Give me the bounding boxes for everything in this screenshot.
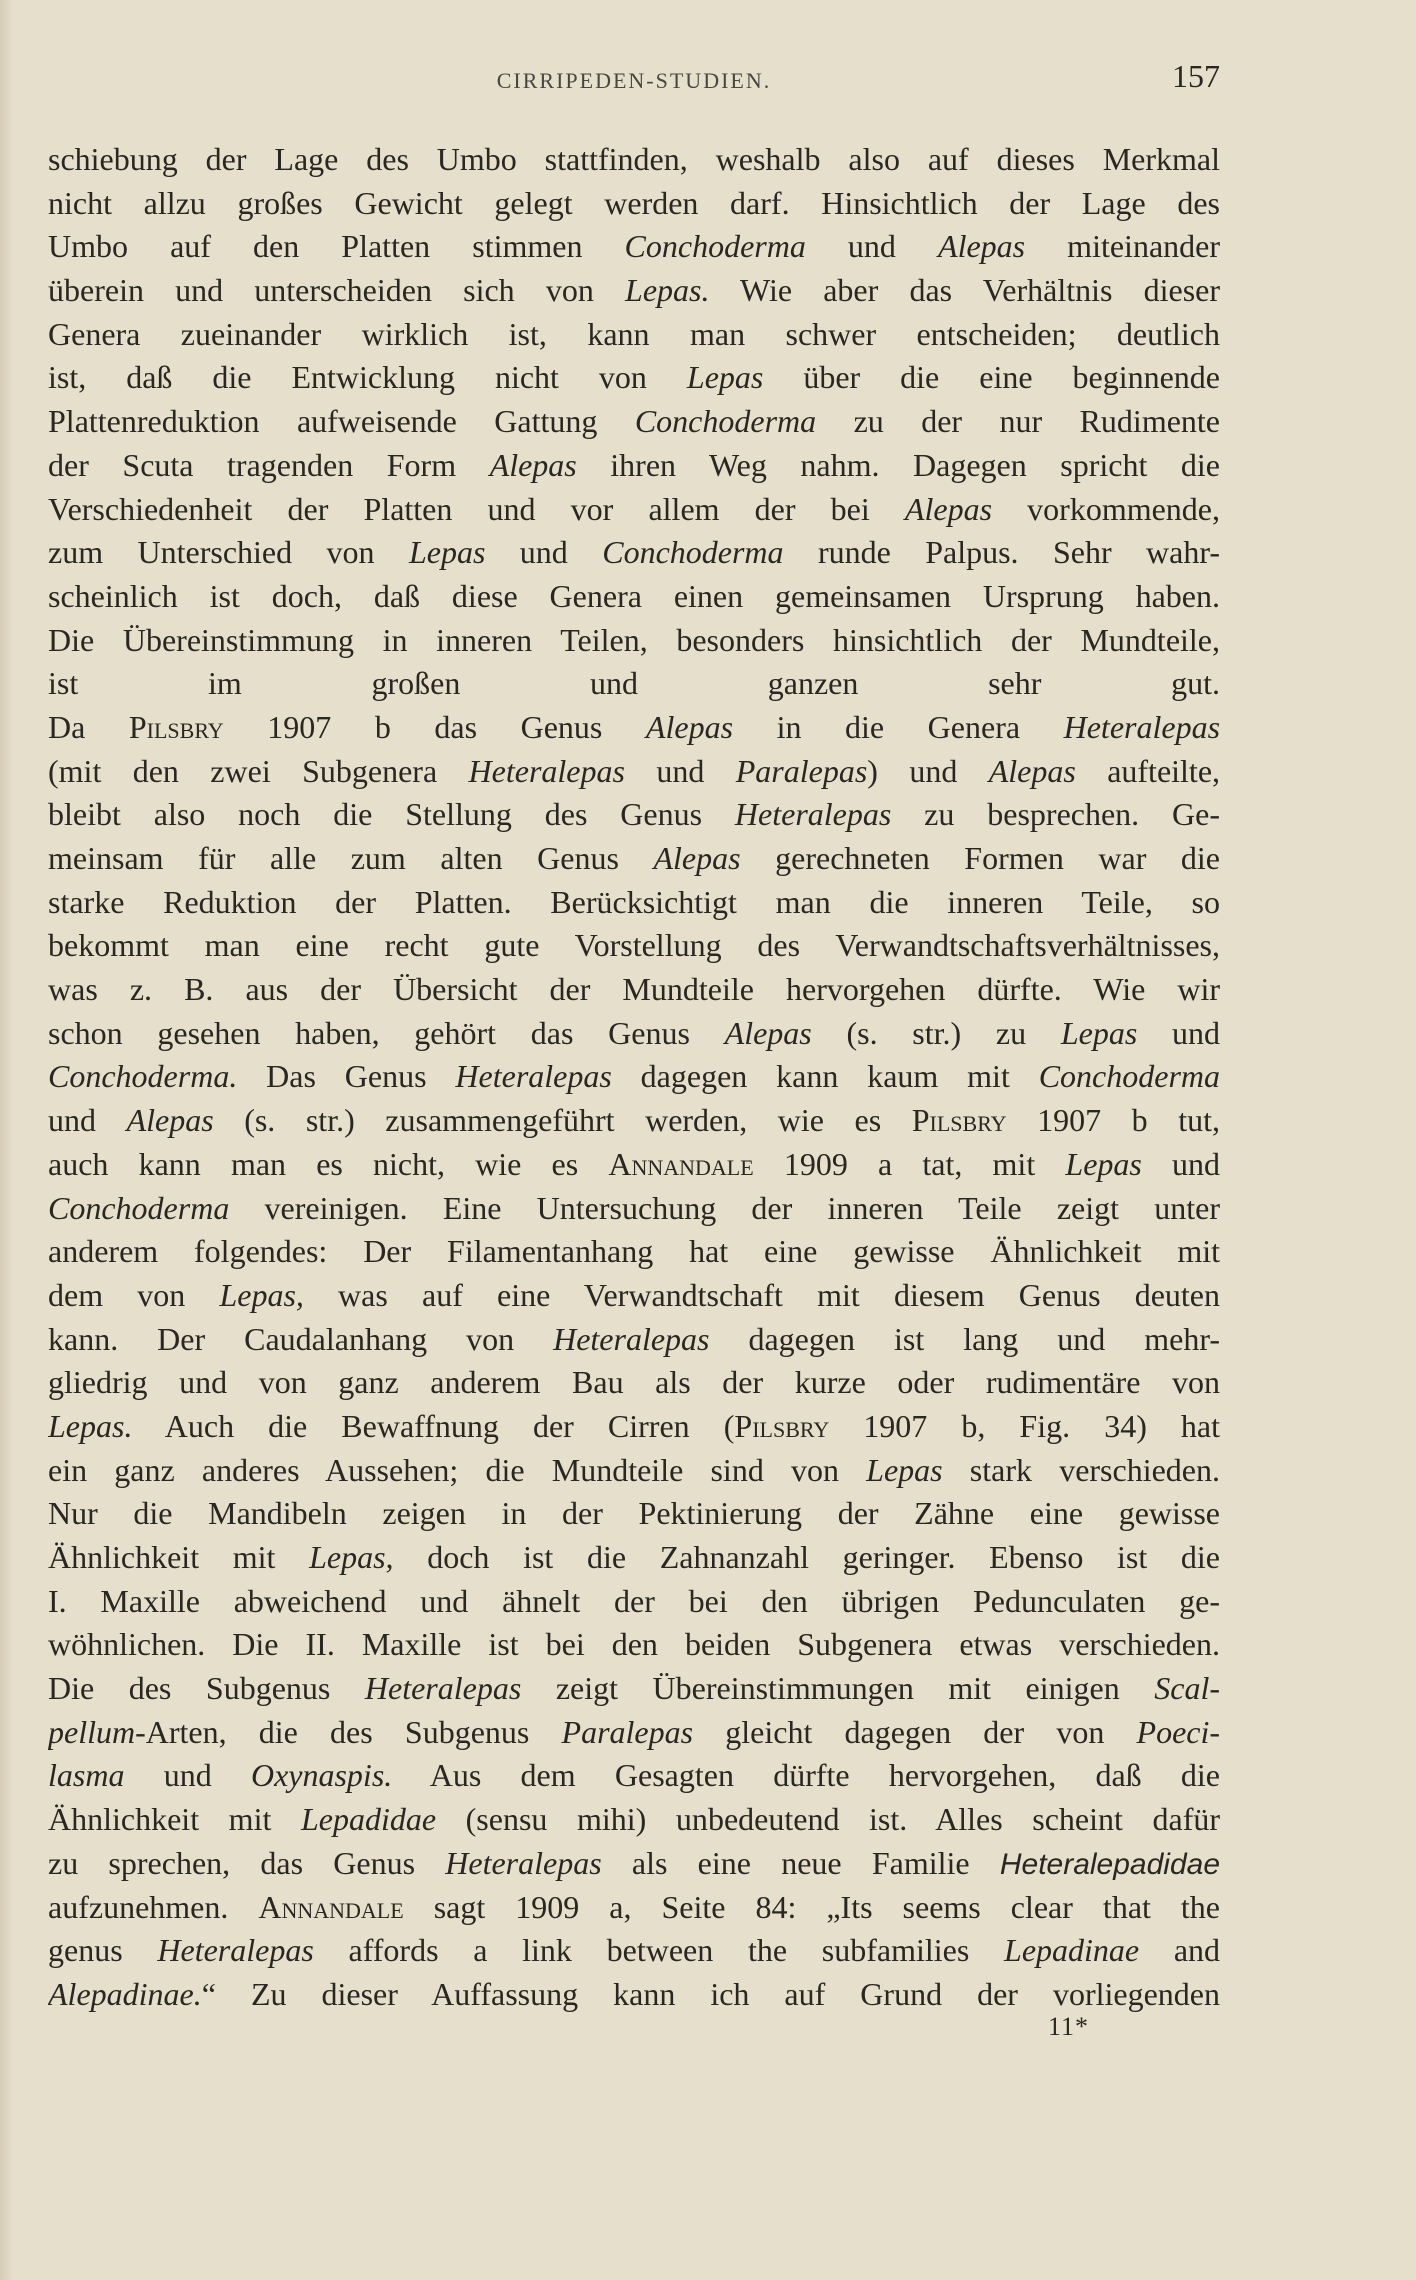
italic-term: lasma xyxy=(48,1757,125,1794)
text-run: und xyxy=(48,1102,127,1139)
italic-term: Lepadidae xyxy=(300,1801,437,1838)
text-run: and xyxy=(1139,1932,1220,1969)
page-edge-shadow xyxy=(0,0,14,2280)
text-run: Ähnlichkeit mit xyxy=(48,1801,301,1838)
text-line xyxy=(48,1449,1220,1493)
italic-term: Paralepas xyxy=(735,752,868,789)
text-run: zu besprechen. Ge- xyxy=(891,796,1220,833)
italic-term: Alepas xyxy=(988,752,1076,789)
text-run: bekommt man eine recht gute Vorstellung des Verwandtschaftsverhältnisses, xyxy=(48,927,1220,964)
text-run: Ähnlichkeit mit xyxy=(48,1539,310,1575)
text-line xyxy=(48,1099,1220,1143)
text-run: sagt 1909 a, Seite 84: „Its seems clear that the xyxy=(403,1888,1220,1925)
text-run: aufteilte, xyxy=(1075,752,1220,789)
text-run: ist, daß die Entwicklung nicht von xyxy=(48,359,687,396)
text-line xyxy=(48,1230,1220,1274)
running-title: CIRRIPEDEN-STUDIEN. xyxy=(496,68,772,93)
text-run: anderem folgendes: Der Filamentanhang hat eine gewisse Ähnlichkeit mit xyxy=(48,1233,1220,1270)
italic-term: Lepas, xyxy=(219,1276,304,1313)
text-run: 1909 a tat, mit xyxy=(753,1145,1066,1182)
text-run: vorkommende, xyxy=(992,490,1220,527)
author-name: Pilsbry xyxy=(734,1407,830,1444)
text-line xyxy=(48,1667,1220,1711)
body-text xyxy=(48,138,1220,2017)
page-number: 157 xyxy=(1172,58,1220,94)
text-run: Die des Subgenus xyxy=(48,1670,365,1707)
text-line xyxy=(48,1842,1220,1886)
text-run: Wie aber das Verhältnis dieser xyxy=(709,272,1220,309)
text-line xyxy=(48,1143,1220,1187)
text-run: Auch die Bewaffnung der Cirren ( xyxy=(132,1407,735,1444)
text-run: und xyxy=(485,534,603,571)
text-line xyxy=(48,1798,1220,1842)
text-run: als eine neue Familie xyxy=(601,1844,1000,1881)
italic-term: Lepas. xyxy=(625,272,710,309)
italic-term: Heteralepas xyxy=(157,1932,314,1969)
text-line xyxy=(48,1012,1220,1056)
text-line xyxy=(48,1580,1220,1624)
text-line xyxy=(48,1405,1220,1449)
text-run: gliedrig und von ganz anderem Bau als der kurze oder rudimentäre von xyxy=(48,1364,1220,1401)
text-line xyxy=(48,1274,1220,1318)
text-run: gerechneten Formen war die xyxy=(740,840,1220,876)
text-line xyxy=(48,1623,1220,1667)
italic-term: Alepas xyxy=(126,1102,214,1139)
italic-term: Lepadinae xyxy=(1004,1932,1140,1969)
text-run: Da xyxy=(48,708,129,745)
italic-term: Conchoderma xyxy=(624,228,806,265)
text-run: ist im großen und ganzen sehr gut. xyxy=(48,665,1220,702)
text-run: dagegen ist lang und mehr- xyxy=(709,1320,1220,1357)
author-name: Annandale xyxy=(258,1888,404,1925)
text-run: 1907 b, Fig. 34) hat xyxy=(829,1407,1220,1444)
text-line xyxy=(48,1973,1220,2017)
text-line xyxy=(48,444,1220,488)
text-line xyxy=(48,793,1220,837)
text-line xyxy=(48,619,1220,663)
italic-term: Conchoderma. xyxy=(48,1058,238,1095)
text-run: zum Unterschied von xyxy=(48,534,409,571)
text-run: und xyxy=(805,228,939,265)
italic-term: Heteralepas xyxy=(445,1844,602,1881)
text-run: I. Maxille abweichend und ähnelt der bei den übrigen Pedunculaten ge- xyxy=(48,1582,1220,1619)
text-run: nicht allzu großes Gewicht gelegt werden darf. Hinsichtlich der Lage des xyxy=(48,184,1220,221)
text-run: vereinigen. Eine Untersuchung der inneren Teile zeigt unter xyxy=(229,1189,1220,1226)
text-run: und xyxy=(1137,1014,1220,1051)
text-run: miteinander xyxy=(1025,228,1220,265)
text-run: und xyxy=(124,1757,251,1794)
text-line xyxy=(48,662,1220,706)
text-run: Verschiedenheit der Platten und vor allem der bei xyxy=(48,490,905,527)
text-line xyxy=(48,400,1220,444)
italic-term: Conchoderma xyxy=(48,1189,230,1226)
italic-term: Heteralepas xyxy=(455,1058,612,1095)
text-run: auch kann man es nicht, wie es xyxy=(48,1145,609,1182)
text-run: und xyxy=(624,752,736,789)
italic-term: Heteralepas xyxy=(734,796,892,833)
text-run: zeigt Übereinstimmungen mit einigen xyxy=(521,1670,1155,1707)
text-run: ) und xyxy=(867,752,989,789)
text-line xyxy=(48,1187,1220,1231)
text-run: in die Genera xyxy=(733,708,1064,745)
text-line xyxy=(48,488,1220,532)
italic-term: Alepas xyxy=(489,446,577,483)
text-run: Plattenreduktion aufweisende Gattung xyxy=(48,403,635,440)
text-line xyxy=(48,968,1220,1012)
italic-term: Lepas xyxy=(866,1451,943,1488)
italic-term: Conchoderma xyxy=(602,534,784,571)
text-line xyxy=(48,356,1220,400)
text-run: Umbo auf den Platten stimmen xyxy=(48,228,625,265)
text-run: “ Zu dieser Auffassung kann ich auf Grund der vorliegenden xyxy=(201,1975,1220,2012)
text-line xyxy=(48,881,1220,925)
text-line xyxy=(48,1711,1220,1755)
text-line xyxy=(48,575,1220,619)
italic-term: Alepas xyxy=(904,490,993,527)
italic-term: Lepas, xyxy=(309,1539,394,1575)
italic-term: Alepadinae. xyxy=(48,1975,202,2012)
text-run: (s. str.) zusammengeführt werden, wie es xyxy=(213,1102,912,1139)
italic-term: Conchoderma xyxy=(1038,1058,1220,1095)
italic-term: Alepas xyxy=(653,840,741,876)
text-run: schiebung der Lage des Umbo stattfinden, weshalb also auf dieses Merkmal xyxy=(48,141,1220,177)
text-run: ihren Weg nahm. Dagegen spricht die xyxy=(576,446,1220,483)
italic-term: Lepas xyxy=(408,534,486,571)
text-run: Aus dem Gesagten dürfte hervorgehen, daß die xyxy=(392,1757,1220,1794)
text-run: meinsam für alle zum alten Genus xyxy=(48,840,654,876)
text-run: Das Genus xyxy=(237,1058,456,1095)
italic-term: Scal- xyxy=(1154,1670,1220,1707)
text-run: gleicht dagegen der von xyxy=(693,1713,1137,1750)
family-name: Heteralepadidae xyxy=(999,1847,1220,1881)
text-line xyxy=(48,750,1220,794)
italic-term: Alepas xyxy=(938,228,1026,265)
text-run: affords a link between the subfamilies xyxy=(313,1932,1005,1969)
text-run: stark verschieden. xyxy=(942,1451,1220,1488)
italic-term: Lepas xyxy=(1060,1014,1138,1051)
text-run: dagegen kann kaum mit xyxy=(611,1058,1039,1095)
text-run: was z. B. aus der Übersicht der Mundteile hervorgehen dürfte. Wie wir xyxy=(48,971,1220,1008)
author-name: Annandale xyxy=(608,1145,754,1182)
text-run: schon gesehen haben, gehört das Genus xyxy=(48,1014,725,1051)
text-line xyxy=(48,924,1220,968)
text-run: kann. Der Caudalanhang von xyxy=(48,1320,554,1357)
italic-term: Poeci- xyxy=(1136,1713,1220,1750)
italic-term: Heteralepas xyxy=(1063,708,1220,745)
italic-term: Lepas xyxy=(1065,1145,1142,1182)
italic-term: Oxynaspis. xyxy=(250,1757,393,1794)
text-run: bleibt also noch die Stellung des Genus xyxy=(48,796,735,833)
text-line xyxy=(48,1492,1220,1536)
text-run: runde Palpus. Sehr wahr- xyxy=(783,534,1220,571)
italic-term: Conchoderma xyxy=(634,403,817,440)
text-run: Genera zueinander wirklich ist, kann man schwer entscheiden; deutlich xyxy=(48,315,1220,352)
text-run: zu der nur Rudimente xyxy=(816,403,1220,440)
text-run: wöhnlichen. Die II. Maxille ist bei den beiden Subgenera etwas verschieden. xyxy=(48,1626,1220,1663)
text-run: -Arten, die des Subgenus xyxy=(135,1713,562,1750)
text-run: genus xyxy=(48,1932,158,1969)
author-name: Pilsbry xyxy=(911,1102,1007,1139)
text-run: scheinlich ist doch, daß diese Genera einen gemeinsamen Ursprung haben. xyxy=(48,577,1220,614)
text-line xyxy=(48,1536,1220,1580)
text-run: zu sprechen, das Genus xyxy=(48,1844,446,1881)
text-run: aufzunehmen. xyxy=(48,1888,259,1925)
text-run: Die Übereinstimmung in inneren Teilen, besonders hinsichtlich der Mundteile, xyxy=(48,621,1220,658)
text-run: über die eine beginnende xyxy=(763,359,1220,396)
text-line xyxy=(48,1055,1220,1099)
italic-term: Paralepas xyxy=(561,1713,694,1750)
author-name: Pilsbry xyxy=(128,708,224,745)
italic-term: Lepas. xyxy=(48,1407,133,1444)
text-line xyxy=(48,837,1220,881)
italic-term: pellum xyxy=(48,1713,136,1750)
text-run: 1907 b das Genus xyxy=(223,708,646,745)
text-run: was auf eine Verwandtschaft mit diesem Genus deuten xyxy=(303,1276,1220,1313)
italic-term: Lepas xyxy=(686,359,764,396)
italic-term: Alepas xyxy=(645,708,734,745)
text-line xyxy=(48,138,1220,182)
text-run: überein und unterscheiden sich von xyxy=(48,272,626,309)
text-line xyxy=(48,182,1220,226)
text-run: ein ganz anderes Aussehen; die Mundteile sind von xyxy=(48,1451,867,1488)
text-line xyxy=(48,531,1220,575)
italic-term: Heteralepas xyxy=(468,752,625,789)
text-line xyxy=(48,1361,1220,1405)
text-line xyxy=(48,1318,1220,1362)
text-run: (s. str.) zu xyxy=(811,1014,1061,1051)
italic-term: Heteralepas xyxy=(364,1670,522,1707)
text-line xyxy=(48,313,1220,357)
text-run: 1907 b tut, xyxy=(1006,1102,1220,1139)
signature-mark: 11* xyxy=(1048,2012,1090,2041)
page-header xyxy=(48,58,1220,104)
text-run: doch ist die Zahnanzahl geringer. Ebenso ist die xyxy=(393,1539,1220,1575)
text-line xyxy=(48,1886,1220,1930)
text-run: Nur die Mandibeln zeigen in der Pektinierung der Zähne eine gewisse xyxy=(48,1495,1220,1532)
text-run: starke Reduktion der Platten. Berücksichtigt man die inneren Teile, so xyxy=(48,883,1220,920)
text-line xyxy=(48,1754,1220,1798)
text-run: dem von xyxy=(48,1276,220,1313)
text-run: (sensu mihi) unbedeutend ist. Alles scheint dafür xyxy=(436,1801,1220,1838)
text-run: (mit den zwei Subgenera xyxy=(48,752,469,789)
text-line xyxy=(48,706,1220,750)
italic-term: Alepas xyxy=(724,1014,812,1051)
text-line xyxy=(48,225,1220,269)
italic-term: Heteralepas xyxy=(553,1320,710,1357)
text-run: der Scuta tragenden Form xyxy=(48,446,490,483)
text-line xyxy=(48,269,1220,313)
text-line xyxy=(48,1929,1220,1973)
text-run: und xyxy=(1141,1145,1220,1182)
